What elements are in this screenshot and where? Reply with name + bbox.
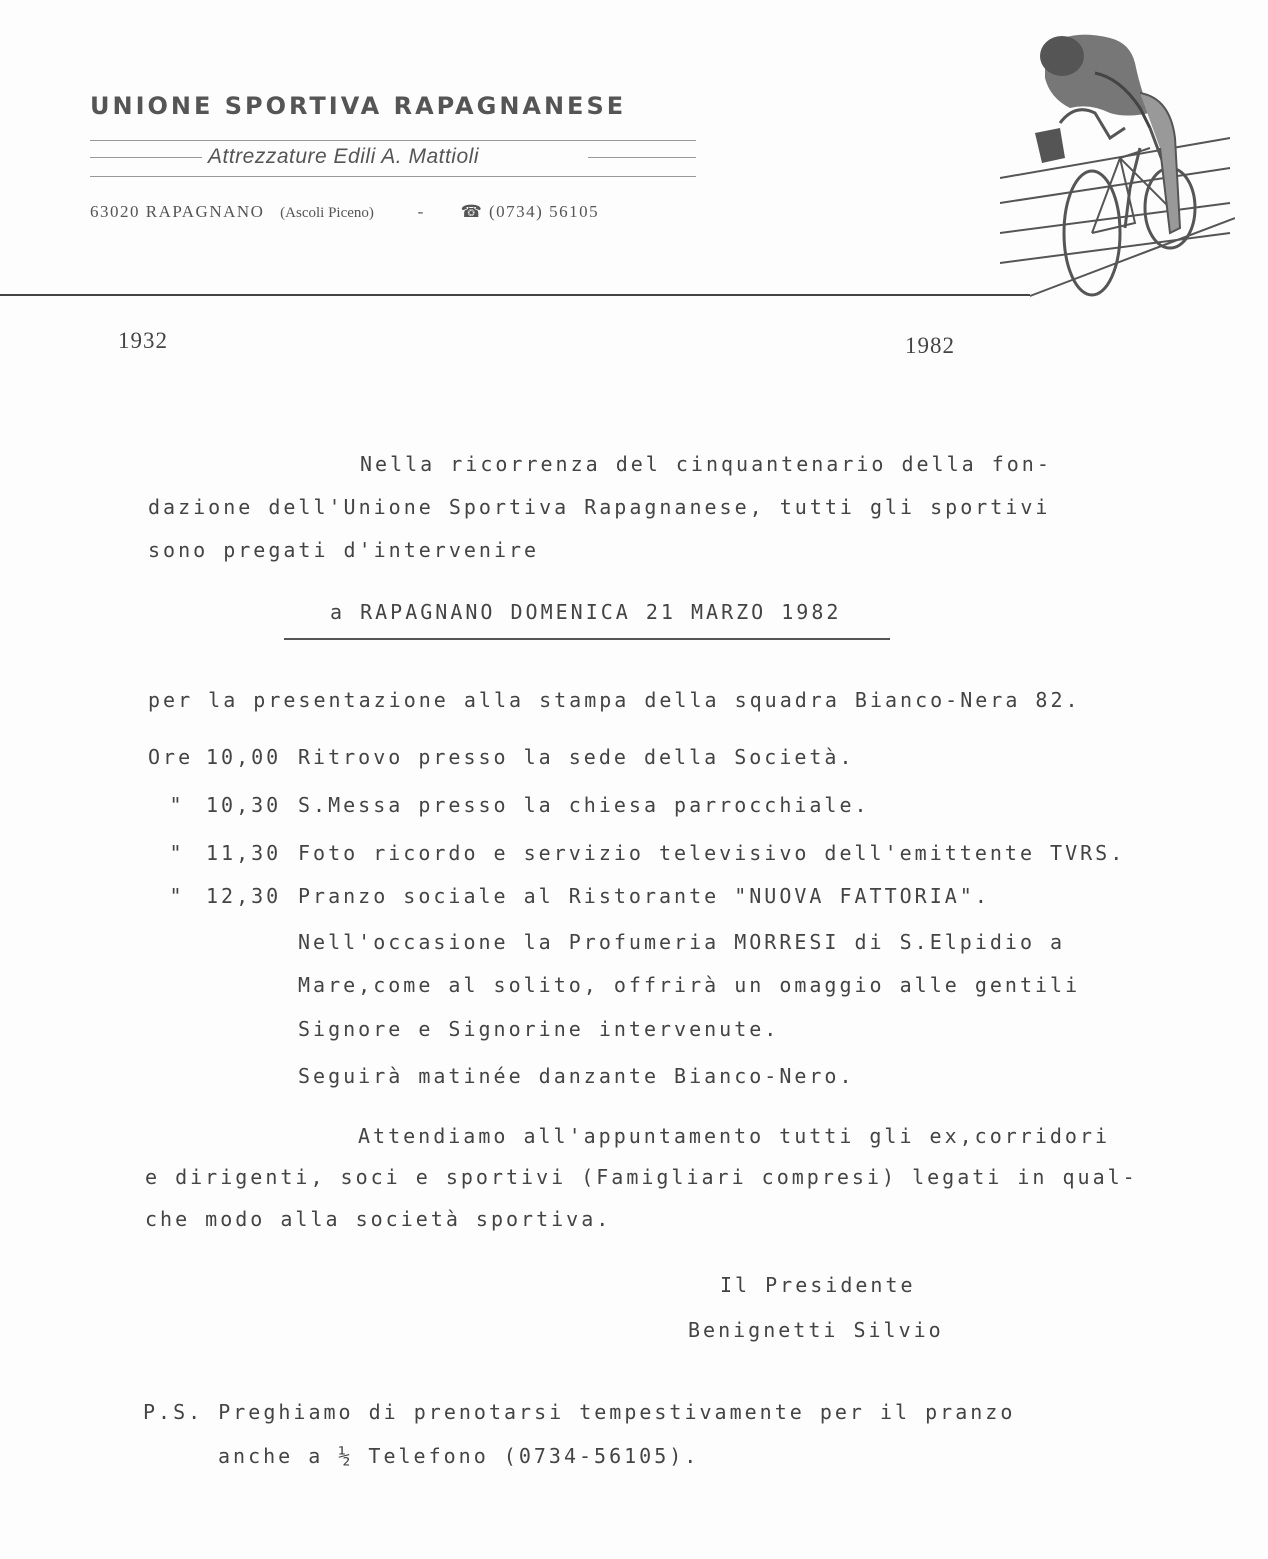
schedule-prefix: " (169, 793, 185, 817)
header-rule-top (90, 140, 696, 141)
schedule-item (148, 884, 990, 908)
separator: - (417, 202, 425, 221)
closing-line-1: Attendiamo all'appuntamento tutti gli ex,corridori (358, 1124, 1111, 1148)
schedule-prefix: " (169, 884, 185, 908)
schedule-item (148, 841, 1125, 865)
postscript-line-2: anche a ½ Telefono (0734-56105). (218, 1444, 700, 1468)
signature-name: Benignetti Silvio (688, 1318, 944, 1342)
schedule-text: Ritrovo presso la sede della Società. (298, 745, 855, 769)
note-line-3: Signore e Signorine intervenute. (298, 1017, 780, 1041)
intro-line-2: dazione dell'Unione Sportiva Rapagnanese, tutti gli sportivi (148, 495, 1051, 519)
header-rule-right (588, 157, 696, 158)
address-line (90, 202, 599, 222)
schedule-time: 12,30 (206, 884, 282, 908)
intro-line-3: sono pregati d'intervenire (148, 538, 540, 562)
intro-line-1: Nella ricorrenza del cinquantenario della fon- (360, 452, 1052, 476)
year-current: 1982 (905, 333, 955, 358)
schedule-time: 11,30 (206, 841, 282, 865)
schedule-item (148, 793, 870, 817)
postal-address: 63020 RAPAGNANO (90, 202, 265, 221)
schedule-time: 10,30 (206, 793, 282, 817)
organization-name: UNIONE SPORTIVA RAPAGNANESE (90, 92, 627, 120)
header-rule-left (90, 157, 202, 158)
schedule-text: Pranzo sociale al Ristorante "NUOVA FATTORIA". (298, 884, 990, 908)
schedule-prefix: " (169, 841, 185, 865)
schedule-time: 10,00 (206, 745, 282, 769)
schedule-prefix: Ore (148, 745, 194, 769)
event-date: a RAPAGNANO DOMENICA 21 MARZO 1982 (330, 600, 842, 624)
postscript-line-1: P.S. Preghiamo di prenotarsi tempestivamente per il pranzo (143, 1400, 1016, 1424)
year-founded: 1932 (118, 328, 168, 353)
schedule-text: S.Messa presso la chiesa parrocchiale. (298, 793, 870, 817)
schedule-item (148, 745, 855, 769)
province: (Ascoli Piceno) (280, 205, 374, 221)
closing-line-2: e dirigenti, soci e sportivi (Famigliari compresi) legati in qual- (145, 1165, 1138, 1189)
cyclist-illustration (1000, 18, 1235, 303)
note-line-2: Mare,come al solito, offrirà un omaggio alle gentili (298, 973, 1081, 997)
letterhead-divider (0, 294, 1030, 296)
sponsor-line: Attrezzature Edili A. Mattioli (208, 145, 479, 168)
schedule-text: Foto ricordo e servizio televisivo dell'emittente TVRS. (298, 841, 1126, 865)
event-date-underline (284, 638, 890, 640)
note-line-1: Nell'occasione la Profumeria MORRESI di S.Elpidio a (298, 930, 1066, 954)
note-line-4: Seguirà matinée danzante Bianco-Nero. (298, 1064, 855, 1088)
phone-number: ☎ (0734) 56105 (460, 202, 600, 221)
header-rule-bottom (90, 176, 696, 177)
closing-line-3: che modo alla società sportiva. (145, 1207, 612, 1231)
signature-title: Il Presidente (720, 1273, 916, 1297)
purpose-line: per la presentazione alla stampa della squadra Bianco-Nera 82. (148, 688, 1081, 712)
